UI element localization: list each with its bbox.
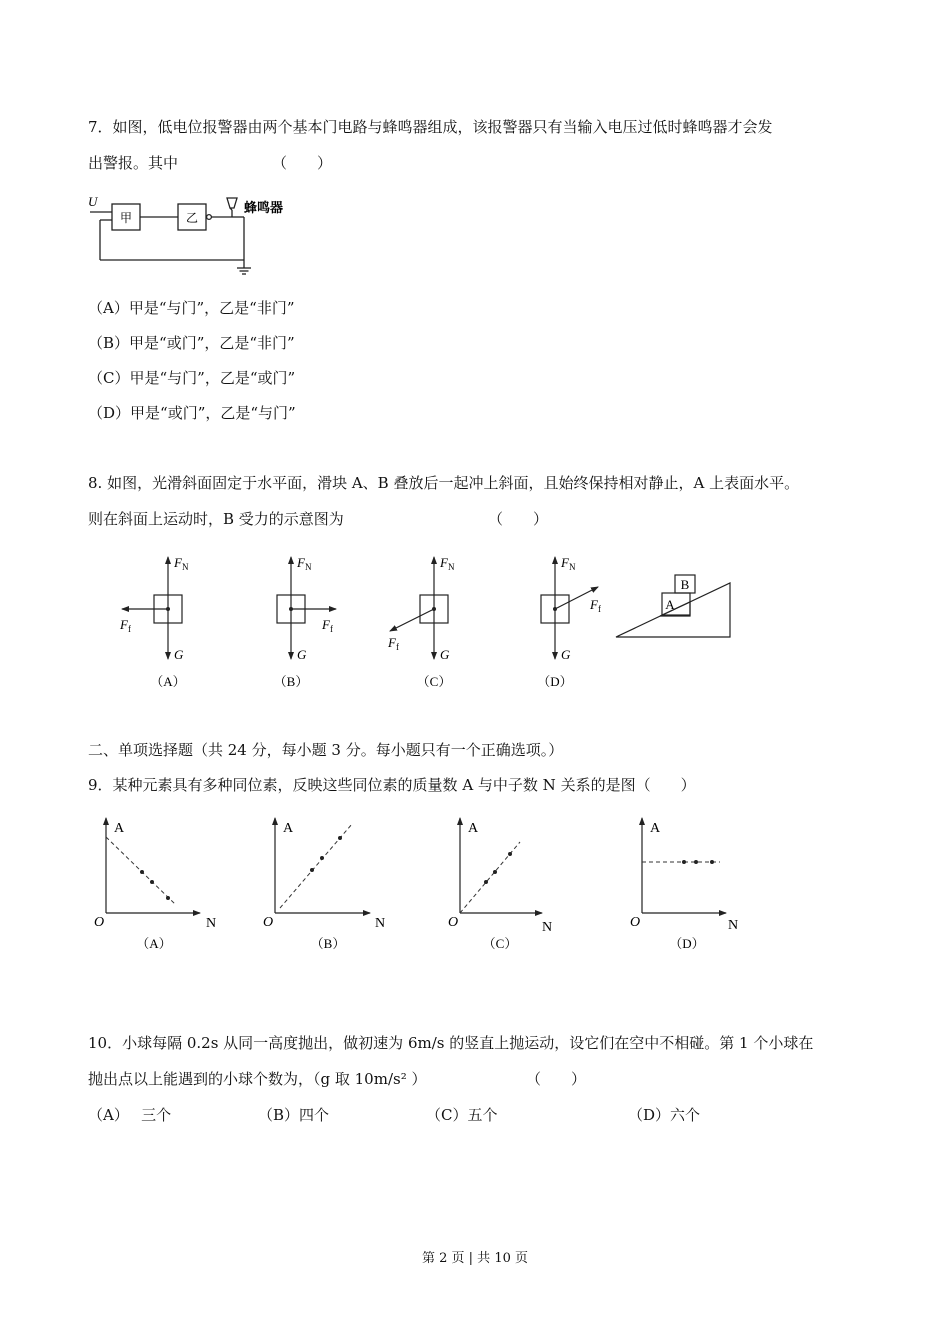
q8-diagram-a xyxy=(119,555,189,689)
svg-text:FN: $F_N$ xyxy=(297,555,312,572)
q10-option-c: （C）五个 xyxy=(426,1106,498,1124)
section2-heading: 二、单项选择题（共 24 分，每小题 3 分。每小题只有一个正确选项。） xyxy=(88,741,564,759)
svg-text:N: N xyxy=(206,916,217,931)
q7-option-b: （B）甲是“或门”，乙是“非门” xyxy=(88,334,295,352)
q9-graph-b xyxy=(263,818,385,951)
svg-text:FN: $F_N$ xyxy=(561,555,576,572)
svg-text:FN: $F_N$ xyxy=(440,555,455,572)
svg-text:N: N xyxy=(375,916,386,931)
q10-answer-bracket: （ ） xyxy=(526,1070,587,1088)
q10-option-a: （A） 三个 xyxy=(88,1106,172,1124)
q8-stem-line2: 则在斜面上运动时，B 受力的示意图为 xyxy=(88,510,344,528)
q7-option-a: （A）甲是“与门”，乙是“非门” xyxy=(88,299,295,317)
svg-text:O: O xyxy=(263,915,274,930)
svg-text:Ff: $F_f$ xyxy=(120,617,131,634)
q10-option-d: （D）六个 xyxy=(628,1106,701,1124)
svg-text:G: G xyxy=(174,647,184,662)
q10-option-b: （B）四个 xyxy=(258,1106,330,1124)
buzzer-label: 蜂鸣器 xyxy=(244,200,284,215)
q8-answer-bracket: （ ） xyxy=(488,510,549,528)
q9-graph-d xyxy=(630,818,738,951)
q7-answer-bracket: （ ） xyxy=(272,154,333,172)
gate-a-label: 甲 xyxy=(119,211,133,225)
q7-circuit-diagram xyxy=(80,190,310,280)
q8-label-d: （D） xyxy=(537,674,573,689)
q10-stem-line1: 10．小球每隔 0.2s 从同一高度抛出，做初速为 6m/s 的竖直上抛运动，设它们在空中不相碰。第 1 个小球在 xyxy=(88,1034,814,1052)
svg-text:O: O xyxy=(630,915,641,930)
q9-graph-c xyxy=(448,818,552,951)
q8-force-diagrams xyxy=(100,545,750,700)
q7-option-d: （D）甲是“或门”，乙是“与门” xyxy=(88,404,296,422)
svg-text:FN: $F_N$ xyxy=(174,555,189,572)
q8-label-c: （C） xyxy=(416,674,452,689)
q8-diagram-c xyxy=(387,555,455,689)
svg-text:N: N xyxy=(542,920,553,935)
svg-text:G: G xyxy=(561,647,571,662)
circuit-input-label: U xyxy=(88,194,98,209)
svg-text:（B）: （B） xyxy=(310,936,346,951)
svg-text:A: A xyxy=(283,821,294,836)
q8-label-a: （A） xyxy=(150,674,186,689)
q7-option-c: （C）甲是“与门”，乙是“或门” xyxy=(88,369,296,387)
svg-text:O: O xyxy=(94,915,105,930)
gate-b-label: 乙 xyxy=(185,211,199,225)
svg-text:（C）: （C） xyxy=(482,936,518,951)
q8-diagram-d xyxy=(537,555,601,689)
svg-text:Ff: $F_f$ xyxy=(388,635,399,652)
svg-text:G: G xyxy=(297,647,307,662)
q8-block-b-label: B xyxy=(680,577,690,592)
q8-diagram-b xyxy=(274,555,336,689)
page-footer: 第 2 页 | 共 10 页 xyxy=(422,1251,528,1266)
svg-text:O: O xyxy=(448,915,459,930)
svg-text:（A）: （A） xyxy=(136,936,172,951)
q9-graphs xyxy=(90,810,750,955)
svg-text:G: G xyxy=(440,647,450,662)
svg-text:N: N xyxy=(728,918,739,933)
svg-text:A: A xyxy=(114,821,125,836)
q9-graph-a xyxy=(94,818,216,951)
q8-block-a-label: A xyxy=(665,597,675,612)
svg-text:（D）: （D） xyxy=(669,936,705,951)
svg-text:A: A xyxy=(468,821,479,836)
q10-stem-line2: 抛出点以上能遇到的小球个数为，（g 取 10m/s² ） xyxy=(88,1070,427,1088)
q8-label-b: （B） xyxy=(273,674,309,689)
q8-stem-line1: 8. 如图，光滑斜面固定于水平面，滑块 A、B 叠放后一起冲上斜面，且始终保持相对静止，A 上表面水平。 xyxy=(88,474,800,492)
q9-stem: 9．某种元素具有多种同位素，反映这些同位素的质量数 A 与中子数 N 关系的是图（ ） xyxy=(88,776,696,794)
q7-stem-line1: 7．如图，低电位报警器由两个基本门电路与蜂鸣器组成，该报警器只有当输入电压过低时蜂鸣器才会发 xyxy=(88,118,773,136)
svg-text:A: A xyxy=(650,821,661,836)
svg-text:Ff: $F_f$ xyxy=(590,597,601,614)
q7-stem-line2: 出警报。其中 xyxy=(88,154,179,172)
svg-text:Ff: $F_f$ xyxy=(322,617,333,634)
